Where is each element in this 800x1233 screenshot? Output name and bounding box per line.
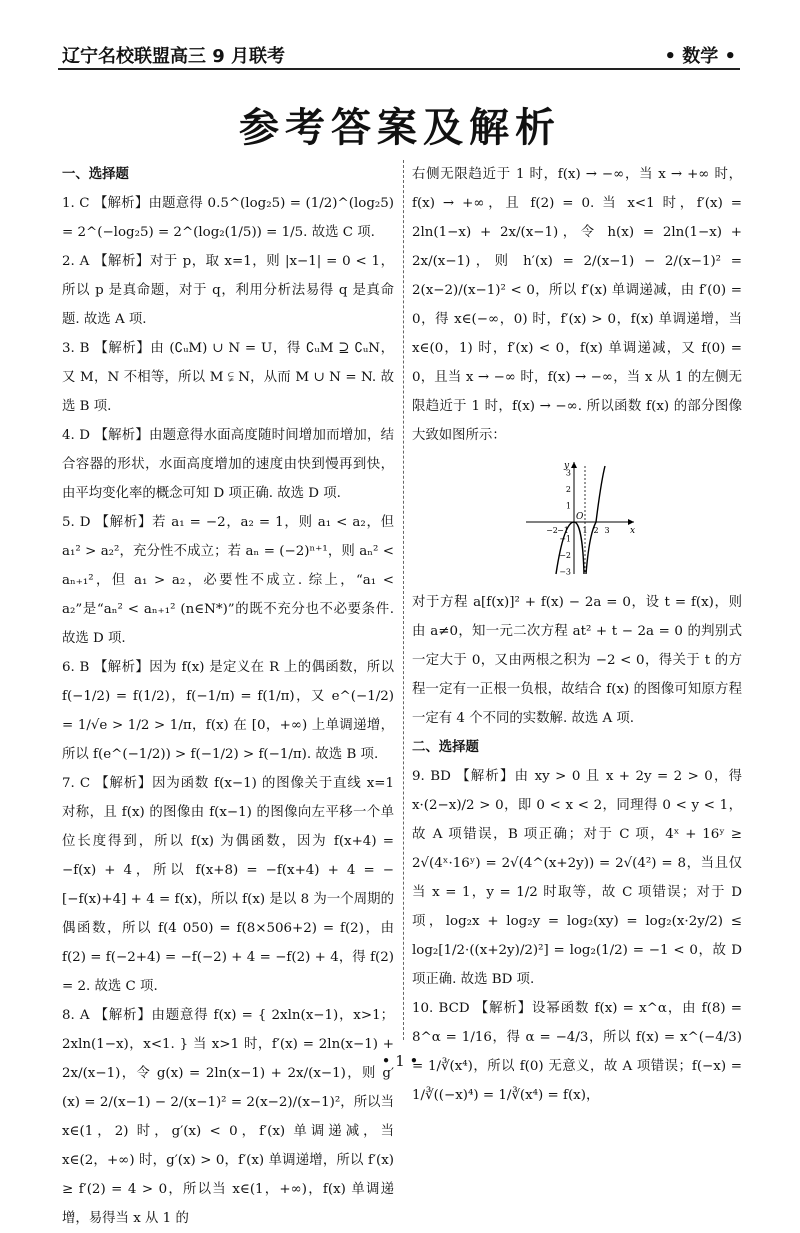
x-axis-label: x: [630, 526, 636, 536]
y-tick-label: 3: [565, 468, 571, 478]
answer-item: 5. D 【解析】若 a₁ = −2，a₂ = 1，则 a₁ < a₂，但 a₁² > a₂²，充分性不成立；若 aₙ = (−2)ⁿ⁺¹，则 aₙ² < aₙ₊₁²，但 a₁ > a₂，必要性不成立. 综上，“a₁ < a₂”是“aₙ² < aₙ₊₁² (n∈N*)”的既不充分也不必要条件. 故选 D 项.: [62, 515, 394, 646]
answer-item: 对于方程 a[f(x)]² + f(x) − 2a = 0，设 t = f(x)，则由 a≠0，知一元二次方程 at² + t − 2a = 0 的判别式一定大于 0，又由两根之积为 −2 < 0，得关于 t 的方程一定有一正根一负根，故结合 f(x) 的图像可知原方程一定有 4 个不同的实数解. 故选 A 项.: [412, 595, 742, 726]
x-tick-label: 3: [604, 526, 610, 535]
answer-item: 7. C 【解析】因为函数 f(x−1) 的图像关于直线 x=1 对称，且 f(x) 的图像由 f(x−1) 的图像向左平移一个单位长度得到，所以 f(x) 为偶函数，因为 f(x+4) = −f(x) + 4，所以 f(x+8) = −f(x+4) + 4 = −[−f(x)+4] + 4 = f(x)，所以 f(x) 是以 8 为一个周期的偶函数，所以 f(4 050) = f(8×506+2) = f(2)，由 f(2) = f(−2+4) = −f(−2) + 4 = −f(2) + 4，得 f(2) = 2. 故选 C 项.: [62, 776, 394, 994]
x-tick-label: 2: [593, 526, 599, 535]
curve-right-branch: [586, 466, 605, 574]
y-axis-label: y: [564, 461, 570, 471]
y-tick-label: −1: [559, 534, 571, 544]
section-heading: 一、选择题: [62, 167, 129, 182]
answer-item: 9. BD 【解析】由 xy > 0 且 x + 2y = 2 > 0，得 x·(2−x)/2 > 0，即 0 < x < 2，同理得 0 < y < 1，故 A 项错误，B 项正确；对于 C 项，4ˣ + 16ʸ ≥ 2√(4ˣ·16ʸ) = 2√(4^(x+2y)) = 2√(4²) = 8，当且仅当 x = 1，y = 1/2 时取等，故 C 项错误；对于 D 项，log₂x + log₂y = log₂(xy) = log₂(x·2y/2) ≤ log₂[1/2·((x+2y)/2)²] = log₂(1/2) = −1 < 0，故 D 项正确. 故选 BD 项.: [412, 769, 742, 987]
y-tick-label: −3: [559, 567, 571, 577]
column-divider: [403, 160, 405, 1040]
page-number: • 1 •: [381, 1052, 419, 1070]
y-tick-label: 1: [565, 501, 571, 511]
answer-item: 1. C 【解析】由题意得 0.5^(log₂5) = (1/2)^(log₂5) = 2^(−log₂5) = 2^(log₂(1/5)) = 1/5. 故选 C 项.: [62, 196, 394, 240]
exam-title: 辽宁名校联盟高三 9 月联考: [62, 46, 286, 67]
x-tick-label: −2: [546, 526, 558, 535]
x-tick-label: −1: [557, 526, 569, 535]
answer-item: 8. A 【解析】由题意得 f(x) = { 2xln(x−1)，x>1；2xln(1−x)，x<1. } 当 x>1 时，f′(x) = 2ln(x−1) + 2x/(x−1)，令 g(x) = 2ln(x−1) + 2x/(x−1)，则 g′(x) = 2/(x−1) − 2/(x−1)² = 2(x−2)/(x−1)²，所以当 x∈(1，2) 时，g′(x) < 0，f′(x) 单调递减，当 x∈(2，+∞) 时，g′(x) > 0，f′(x) 单调递增，所以 f′(x) ≥ f′(2) = 4 > 0，所以当 x∈(1，+∞)，f(x) 单调递增，易得当 x 从 1 的: [62, 1008, 394, 1226]
x-axis-arrow: [628, 519, 634, 525]
answer-item: 4. D 【解析】由题意得水面高度随时间增加而增加，结合容器的形状，水面高度增加的速度由快到慢再到快，由平均变化率的概念可知 D 项正确. 故选 D 项.: [62, 428, 394, 501]
y-axis-arrow: [571, 462, 577, 468]
y-tick-label: 2: [565, 485, 571, 494]
y-tick-label: −2: [559, 551, 571, 560]
subject-label: • 数学 •: [664, 46, 736, 67]
function-graph: [522, 458, 637, 578]
answer-item: 2. A 【解析】对于 p，取 x=1，则 |x−1| = 0 < 1，所以 p 是真命题，对于 q，利用分析法易得 q 是真命题. 故选 A 项.: [62, 254, 394, 327]
page-header: [58, 40, 740, 70]
right-column: [412, 160, 742, 1110]
answer-item: 10. BCD 【解析】设幂函数 f(x) = x^α，由 f(8) = 8^α = 1/16，得 α = −4/3，所以 f(x) = x^(−4/3) = 1/∛(x⁴)，所以 f(0) 无意义，故 A 项错误；f(−x) = 1/∛((−x)⁴) = 1/∛(x⁴) = f(x)，: [412, 1001, 742, 1103]
answer-item: 6. B 【解析】因为 f(x) 是定义在 R 上的偶函数，所以 f(−1/2) = f(1/2)，f(−1/π) = f(1/π)，又 e^(−1/2) = 1/√e > 1/2 > 1/π，f(x) 在 [0，+∞) 上单调递增，所以 f(e^(−1/2)) > f(−1/2) > f(−1/π). 故选 B 项.: [62, 660, 394, 762]
section-heading: 二、选择题: [412, 740, 479, 755]
left-column: [62, 160, 394, 1233]
answer-item: 右侧无限趋近于 1 时，f(x) → −∞，当 x → +∞ 时，f(x) → +∞，且 f(2) = 0. 当 x<1 时，f′(x) = 2ln(1−x) + 2x/(x−1)，令 h(x) = 2ln(1−x) + 2x/(x−1)，则 h′(x) = 2/(x−1) − 2/(x−1)² = 2(x−2)/(x−1)² < 0，所以 f′(x) 单调递减，由 f′(0) = 0，得 x∈(−∞，0) 时，f′(x) > 0，f(x) 单调递增，当 x∈(0，1) 时，f′(x) < 0，f(x) 单调递减，又 f(0) = 0，且当 x → −∞ 时，f(x) → −∞，当 x 从 1 的左侧无限趋近于 1 时，f(x) → −∞. 所以函数 f(x) 的部分图像大致如图所示：: [412, 167, 742, 443]
page-title: 参考答案及解析: [239, 105, 561, 151]
answer-item: 3. B 【解析】由 (∁ᵤM) ∪ N = U，得 ∁ᵤM ⊇ ∁ᵤN，又 M，N 不相等，所以 M ⫋ N，从而 M ∪ N = N. 故选 B 项.: [62, 341, 394, 414]
x-tick-label: 1: [582, 526, 588, 535]
origin-label: O: [576, 512, 584, 522]
